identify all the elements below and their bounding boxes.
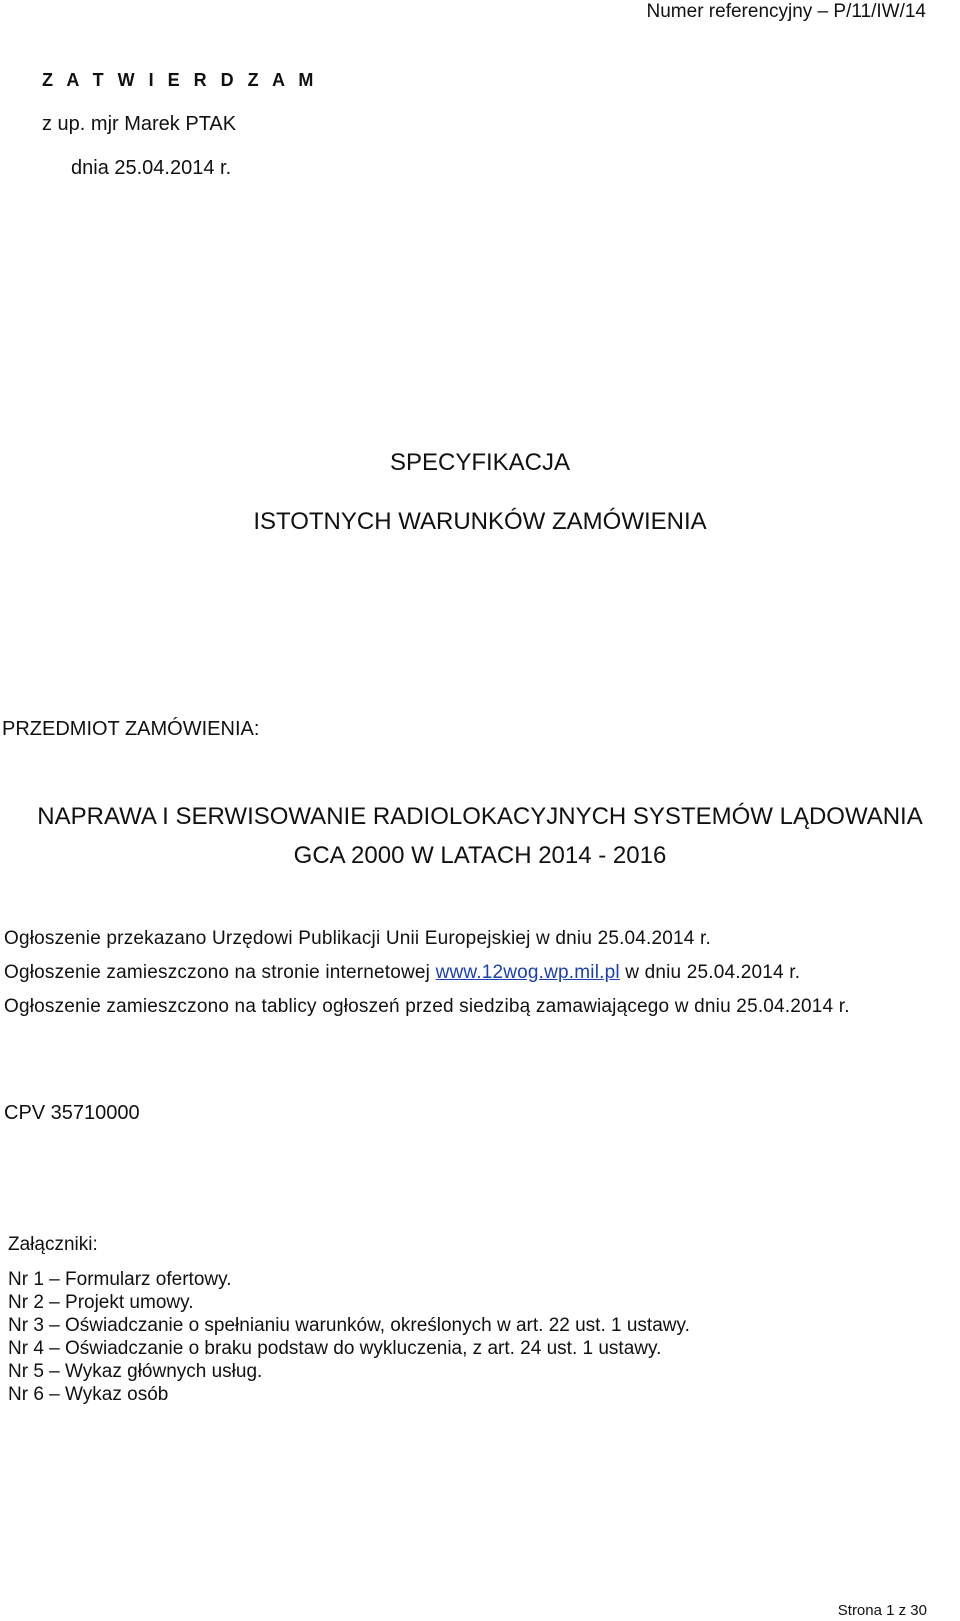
attachments-label: Załączniki: xyxy=(8,1234,98,1255)
approval-title: Z A T W I E R D Z A M xyxy=(42,70,318,90)
notice-eu-publication: Ogłoszenie przekazano Urzędowi Publikacji Unii Europejskiej w dniu 25.04.2014 r. xyxy=(4,928,711,949)
subject-title-line-1: NAPRAWA I SERWISOWANIE RADIOLOKACYJNYCH SYSTEMÓW LĄDOWANIA xyxy=(37,803,923,830)
attachment-item: Nr 5 – Wykaz głównych usług. xyxy=(8,1361,263,1382)
notice-website-text: Ogłoszenie zamieszczono na stronie internetowej xyxy=(4,962,436,983)
attachment-item: Nr 1 – Formularz ofertowy. xyxy=(8,1269,232,1290)
page-number: Strona 1 z 30 xyxy=(837,1602,927,1619)
notice-website-date: w dniu 25.04.2014 r. xyxy=(619,962,801,983)
attachment-item: Nr 2 – Projekt umowy. xyxy=(8,1292,194,1313)
approval-signatory: z up. mjr Marek PTAK xyxy=(42,113,237,135)
notice-board: Ogłoszenie zamieszczono na tablicy ogłoszeń przed siedzibą zamawiającego w dniu 25.04.2014 r. xyxy=(4,996,850,1017)
reference-number: Numer referencyjny – P/11/IW/14 xyxy=(646,1,926,22)
attachment-item: Nr 3 – Oświadczanie o spełnianiu warunków, określonych w art. 22 ust. 1 ustawy. xyxy=(8,1315,690,1336)
attachment-item: Nr 6 – Wykaz osób xyxy=(8,1384,169,1405)
document-title-line-1: SPECYFIKACJA xyxy=(389,449,571,476)
subject-title-line-2: GCA 2000 W LATACH 2014 - 2016 xyxy=(293,842,667,869)
document-title-line-2: ISTOTNYCH WARUNKÓW ZAMÓWIENIA xyxy=(253,508,707,535)
approval-date: dnia 25.04.2014 r. xyxy=(71,157,232,179)
subject-label: PRZEDMIOT ZAMÓWIENIA: xyxy=(2,718,260,740)
cpv-code: CPV 35710000 xyxy=(4,1102,140,1124)
attachments-list xyxy=(8,1268,690,1406)
notice-website xyxy=(4,962,800,984)
attachment-item: Nr 4 – Oświadczanie o braku podstaw do wykluczenia, z art. 24 ust. 1 ustawy. xyxy=(8,1338,662,1359)
website-link[interactable]: www.12wog.wp.mil.pl xyxy=(435,962,620,983)
